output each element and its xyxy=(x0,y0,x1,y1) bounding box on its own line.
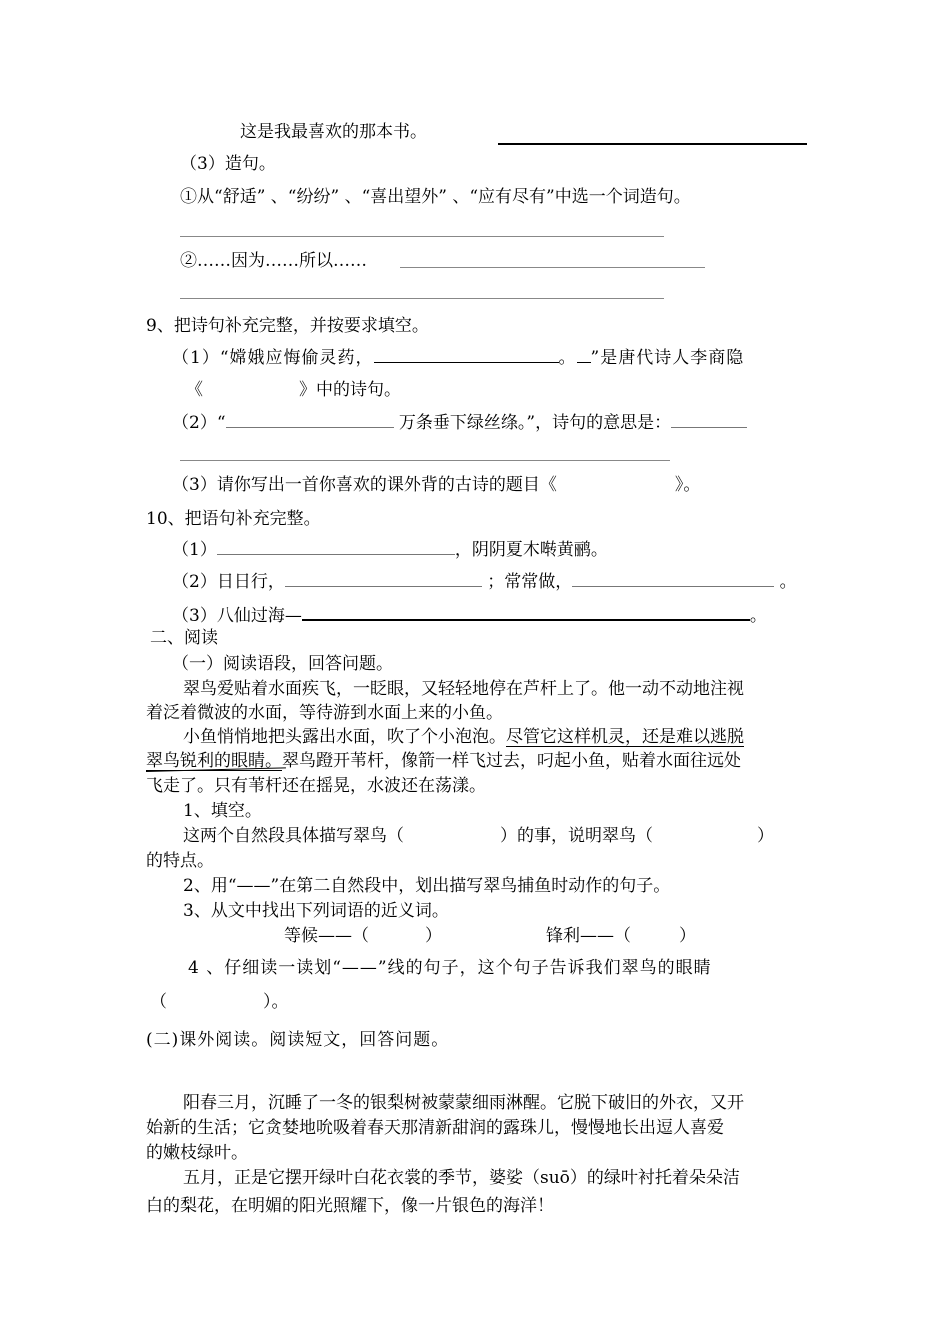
q10-blank-2[interactable] xyxy=(285,570,482,587)
q10-part2-end: 。 xyxy=(779,572,797,592)
q9-blank-1[interactable] xyxy=(374,346,559,363)
q9-part1-tail: ”是唐代诗人李商隐 xyxy=(590,348,745,368)
q9-blank-1b[interactable] xyxy=(577,346,591,363)
passage2-text: 小鱼悄悄地把头露出水面，吹了个小泡泡。 xyxy=(183,727,506,747)
paren-close: ）。 xyxy=(263,992,289,1012)
q10-part3-label: （3）八仙过海— xyxy=(172,606,302,626)
q10-title: 10、把语句补充完整。 xyxy=(146,509,321,529)
passage1-line: 翠鸟爱贴着水面疾飞，一眨眼，又轻轻地停在芦杆上了。他一动不动地注视 xyxy=(183,679,744,699)
reading-q4: 4 、仔细读一读划“——”线的句子，这个句子告诉我们翠鸟的眼睛 xyxy=(188,958,712,978)
q10-part2-mid: ；常常做， xyxy=(487,572,573,592)
passage4-line: 五月，正是它摆开绿叶白花衣裳的季节，婆娑（suō）的绿叶衬托着朵朵洁 xyxy=(183,1168,740,1188)
underlined-sentence: 尽管它这样机灵，还是难以逃脱 xyxy=(506,727,744,747)
answer-line[interactable] xyxy=(498,143,807,145)
answer-line[interactable] xyxy=(180,460,670,461)
q9-part1-source xyxy=(186,379,401,401)
paren-close: ） xyxy=(425,926,442,946)
reading-q1-a: 这两个自然段具体描写翠鸟（ xyxy=(183,826,404,846)
q9-part1 xyxy=(172,346,744,369)
q9-part3-text: （3）请你写出一首你喜欢的课外背的古诗的题目《 xyxy=(172,475,557,495)
q3-item-2: ②……因为……所以…… xyxy=(180,251,367,271)
passage3-line: 阳春三月，沉睡了一冬的银梨树被蒙蒙细雨淋醒。它脱下破旧的外衣，又开 xyxy=(183,1093,744,1113)
q9-part3 xyxy=(172,474,700,496)
q10-part2 xyxy=(172,570,797,593)
q10-part1-label: （1） xyxy=(172,540,217,560)
q9-part1-text: （1）“嫦娥应悔偷灵药， xyxy=(172,348,374,368)
section-title-reading: 二、阅读 xyxy=(150,628,218,648)
q9-blank-meaning[interactable] xyxy=(671,411,747,428)
reading-q1-text xyxy=(183,825,774,847)
underlined-sentence: 翠鸟锐利的眼睛。 xyxy=(146,751,282,771)
q10-blank-4[interactable] xyxy=(302,603,750,621)
reading-q3-word-2 xyxy=(546,925,696,947)
q9-book-open: 《 xyxy=(186,380,203,400)
word-denghou: 等候——（ xyxy=(284,926,369,946)
paren-close: ） xyxy=(679,926,696,946)
q9-part3-close: 》。 xyxy=(674,475,701,495)
example-sentence: 这是我最喜欢的那本书。 xyxy=(240,122,427,142)
q10-blank-3[interactable] xyxy=(572,570,774,587)
q3-label: （3）造句。 xyxy=(180,154,276,174)
paren-open: （ xyxy=(150,992,167,1012)
passage3-line: 的嫩枝绿叶。 xyxy=(146,1143,248,1163)
passage3-line: 始新的生活；它贪婪地吮吸着春天那清新甜润的露珠儿，慢慢地长出逗人喜爱 xyxy=(146,1118,724,1138)
passage4-line: 白的梨花，在明媚的阳光照耀下，像一片银色的海洋！ xyxy=(146,1196,554,1216)
q10-part3 xyxy=(172,603,767,627)
q10-part2-label: （2）日日行， xyxy=(172,572,285,592)
passage2-line: 飞走了。只有苇杆还在摇晃，水波还在荡漾。 xyxy=(146,776,486,796)
answer-line[interactable] xyxy=(180,236,664,237)
reading-q3: 3、从文中找出下列词语的近义词。 xyxy=(183,901,449,921)
passage2-line xyxy=(183,726,744,748)
reading-q1: 1、填空。 xyxy=(183,801,262,821)
answer-line[interactable] xyxy=(180,298,664,299)
reading-q1-end: 的特点。 xyxy=(146,851,214,871)
reading-q1-c: ） xyxy=(757,826,774,846)
q9-part2 xyxy=(172,411,747,434)
q9-title: 9、把诗句补充完整，并按要求填空。 xyxy=(146,316,429,336)
q3-item-1: ①从“舒适” 、“纷纷” 、“喜出望外” 、“应有尽有”中选一个词造句。 xyxy=(180,187,691,207)
reading-q2: 2、用“——”在第二自然段中，划出描写翠鸟捕鱼时动作的句子。 xyxy=(183,876,671,896)
answer-line[interactable] xyxy=(400,267,705,268)
q9-blank-2[interactable] xyxy=(226,411,394,428)
q10-part1-text: ，阴阴夏木啭黄鹂。 xyxy=(454,540,608,560)
word-fengli: 锋利——（ xyxy=(546,926,631,946)
q10-part1 xyxy=(172,538,608,561)
q9-part1-period: 。 xyxy=(558,348,577,368)
reading-part1-title: （一）阅读语段，回答问题。 xyxy=(172,654,393,674)
reading-part2-title: (二)课外阅读。阅读短文，回答问题。 xyxy=(146,1030,450,1050)
reading-q1-b: ）的事，说明翠鸟（ xyxy=(500,826,653,846)
passage1-line: 着泛着微波的水面，等待游到水面上来的小鱼。 xyxy=(146,703,503,723)
q9-part2-text: 万条垂下绿丝绦。”，诗句的意思是： xyxy=(398,413,672,433)
q10-blank-1[interactable] xyxy=(217,538,455,555)
q9-part2-open: （2）“ xyxy=(172,413,226,433)
q10-part3-end: 。 xyxy=(749,606,767,626)
q9-book-close: 》中的诗句。 xyxy=(299,380,401,400)
passage2-text: 翠鸟蹬开苇杆，像箭一样飞过去，叼起小鱼，贴着水面往远处 xyxy=(282,751,741,771)
reading-q3-word-1 xyxy=(284,925,442,947)
reading-q4-answer xyxy=(150,991,289,1013)
